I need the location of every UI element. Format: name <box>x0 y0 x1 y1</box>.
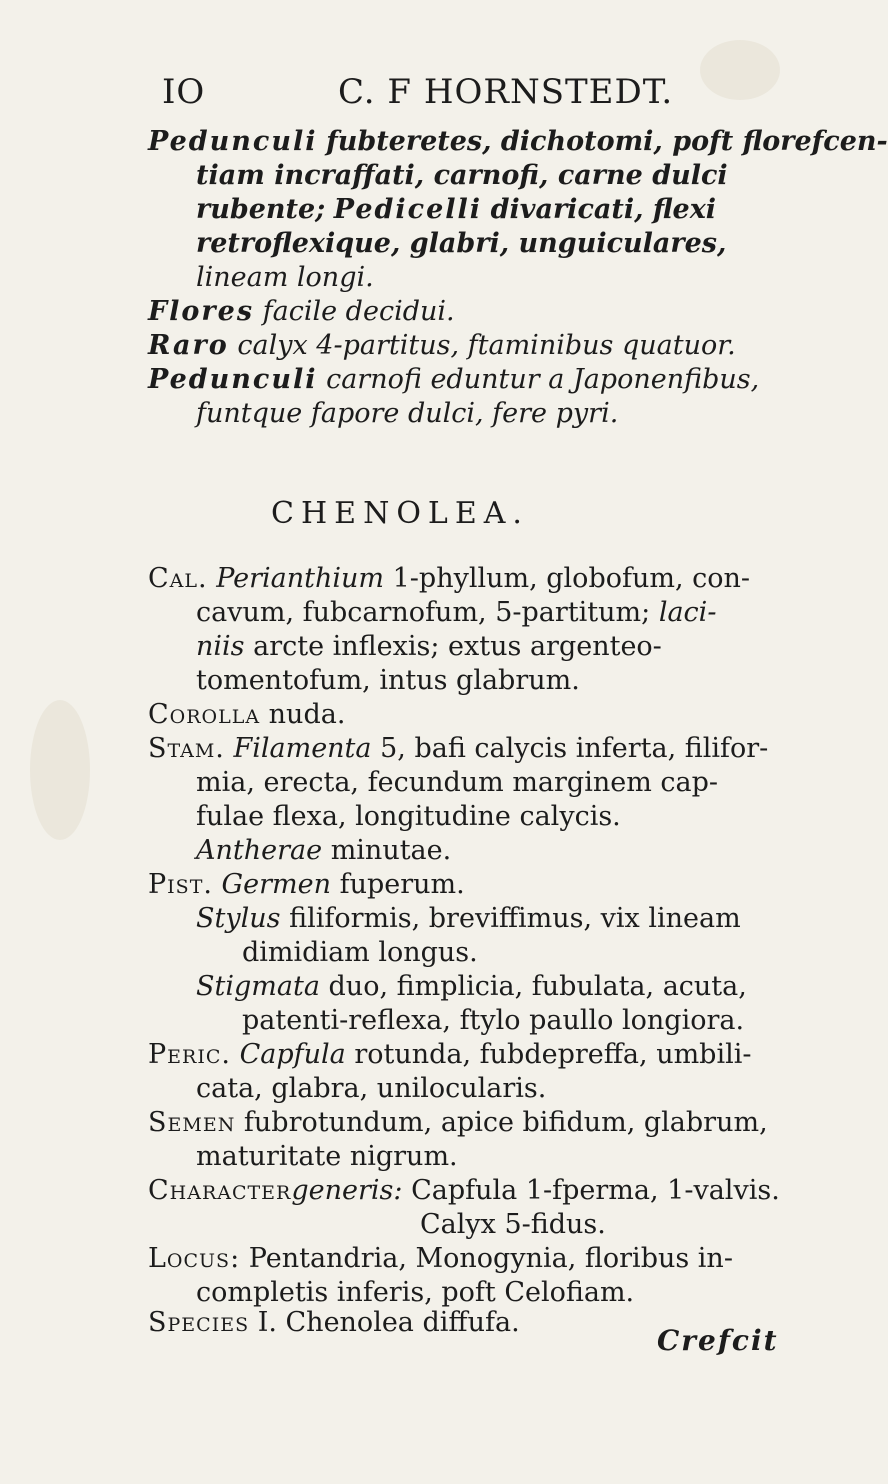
text-line: Calyx 5-fidus. <box>420 1209 606 1240</box>
text-line: Flores facile decidui. <box>148 296 455 327</box>
text-line: Charactergeneris: Capfula 1-fperma, 1-valvis. <box>148 1175 780 1206</box>
text-line: completis inferis, poft Celofiam. <box>196 1277 635 1308</box>
text-line: Pedunculi carnofi eduntur a Japonenfibus, <box>148 364 760 395</box>
text-line: niis arcte inflexis; extus argenteo- <box>196 631 662 662</box>
text-line: Stylus filiformis, breviffimus, vix lineam <box>196 903 741 934</box>
text-line: Stigmata duo, fimplicia, fubulata, acuta, <box>196 971 747 1002</box>
text-line: Stam. Filamenta 5, bafi calycis inferta, filifor- <box>148 733 769 764</box>
text-line: Peric. Capfula rotunda, fubdepreffa, umbili- <box>148 1039 752 1070</box>
paper-stain <box>30 700 90 840</box>
text-line: Locus: Pentandria, Monogynia, floribus in- <box>148 1243 733 1274</box>
text-line: rubente; Pedicelli divaricati, flexi <box>196 194 717 225</box>
text-line: tomentofum, intus glabrum. <box>196 665 580 696</box>
catchword: Crefcit <box>657 1324 779 1357</box>
text-line: Antherae minutae. <box>196 835 452 866</box>
running-head: C. F HORNSTEDT. <box>338 72 674 112</box>
text-line: funtque fapore dulci, fere pyri. <box>196 398 619 429</box>
text-line: retroflexique, glabri, unguiculares, <box>196 228 727 259</box>
text-line: Pist. Germen fuperum. <box>148 869 465 900</box>
text-line: mia, erecta, fecundum marginem cap- <box>196 767 719 798</box>
genus-title: CHENOLEA. <box>271 496 529 531</box>
text-line: Raro calyx 4-partitus, ftaminibus quatuor. <box>148 330 736 361</box>
text-line: Semen fubrotundum, apice bifidum, glabrum, <box>148 1107 768 1138</box>
text-line: Cal. Perianthium 1-phyllum, globofum, con- <box>148 563 751 594</box>
text-line: cata, glabra, unilocularis. <box>196 1073 547 1104</box>
text-line: maturitate nigrum. <box>196 1141 458 1172</box>
text-line: fulae flexa, longitudine calycis. <box>196 801 621 832</box>
text-line: Pedunculi fubteretes, dichotomi, poft florefcen- <box>148 126 888 157</box>
text-line: tiam incraffati, carnofi, carne dulci <box>196 160 728 191</box>
text-line: Species I. Chenolea diffufa. <box>148 1307 520 1338</box>
text-line: Corolla nuda. <box>148 699 346 730</box>
text-line: dimidiam longus. <box>242 937 478 968</box>
page-header <box>0 72 800 132</box>
text-line: lineam longi. <box>196 262 374 293</box>
page-number: IO <box>162 72 206 112</box>
text-line: cavum, fubcarnofum, 5-partitum; laci- <box>196 597 717 628</box>
text-line: patenti-reflexa, ftylo paullo longiora. <box>242 1005 745 1036</box>
